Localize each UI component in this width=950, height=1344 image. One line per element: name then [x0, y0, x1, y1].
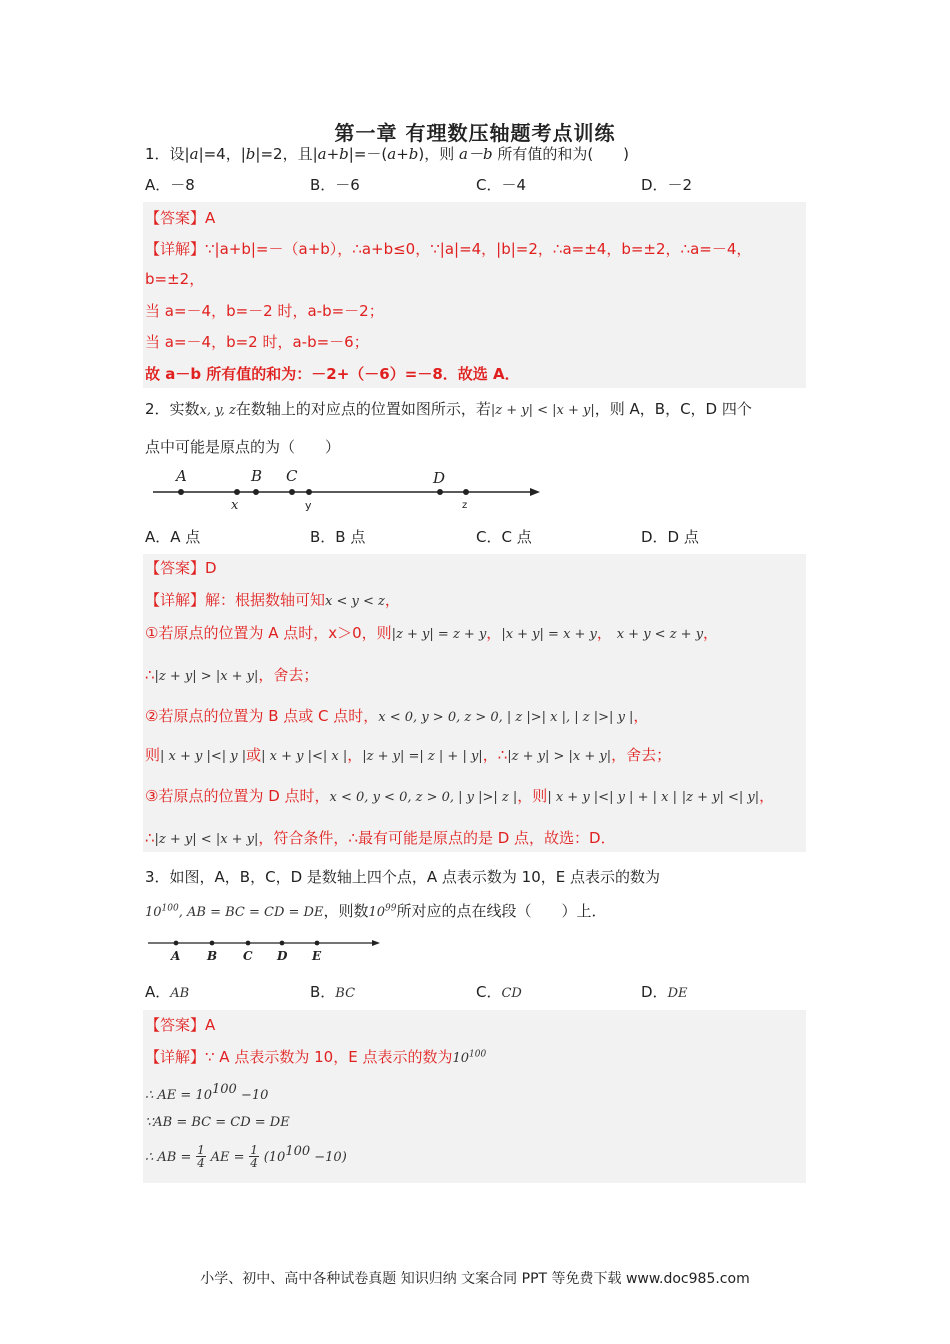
q3-math-exp: 99 [385, 903, 397, 914]
q3-option-letter: C． [476, 983, 502, 1001]
q1-stem-part: 所有值的和为( ) [492, 145, 630, 163]
q2-exp-math: |z + y| <| y| [681, 790, 760, 805]
q1-answer: 【答案】A [145, 209, 216, 227]
q3-exp-math: −10) [310, 1150, 347, 1165]
q3-number-line [146, 933, 386, 965]
q1-stem-part: a [189, 145, 199, 163]
q2-exp-text: ， [703, 624, 719, 642]
q2-exp-text: 【详解】解：根据数轴可知 [145, 591, 326, 609]
point-label-e: E [312, 949, 322, 963]
q1-stem-part: a+b [317, 145, 349, 163]
point-label-d: D [433, 469, 446, 487]
q2-option-b: B．B 点 [310, 528, 366, 546]
q1-option-a: A．－8 [145, 176, 195, 194]
q2-exp-text: ，符合条件，∴最有可能是原点的是 D 点，故选：D． [258, 829, 616, 847]
q2-stem-line1 [145, 398, 752, 419]
q2-stem-part: 在数轴上的对应点的位置如图所示，若 [235, 400, 491, 418]
point-b-dot [210, 941, 215, 946]
q1-stem [145, 143, 629, 164]
q3-math-base: 10 [145, 905, 162, 920]
page-title: 第一章 有理数压轴题考点训练 [334, 121, 616, 145]
fraction-denominator: 4 [250, 1156, 258, 1170]
q3-math [145, 905, 323, 920]
q2-explanation-line [145, 664, 318, 685]
var-label-y: y [305, 499, 312, 512]
q1-stem-part: b [245, 145, 256, 163]
q3-exp-math: −10 [236, 1088, 269, 1103]
q3-math-exp: 100 [211, 1082, 237, 1097]
q2-exp-text: ，舍去； [611, 746, 672, 764]
q2-exp-text: ①若原点的位置为 A 点时，x＞0，则 [145, 624, 392, 642]
point-a-dot [178, 489, 184, 495]
q2-exp-text: ， [759, 787, 775, 805]
q2-exp-math: |z + y| = z + y [391, 627, 487, 642]
q2-stem-part: 2．实数 [145, 400, 200, 418]
q3-option-c [476, 981, 522, 1002]
point-a-dot [174, 941, 179, 946]
q1-explanation-line: 故 a－b 所有值的和为：－2+（－6）=－8．故选 A． [145, 365, 520, 383]
q3-math [368, 905, 396, 920]
q3-option-letter: B． [310, 983, 336, 1001]
fraction [249, 1144, 259, 1169]
q2-exp-math: | x + y |<| y | [160, 749, 247, 764]
q2-exp-text: ∴ [145, 666, 155, 684]
q3-explanation-line [145, 1144, 347, 1169]
q3-explanation-line [145, 1112, 290, 1130]
q3-option-value: BC [335, 986, 356, 1001]
q3-exp-math: AE = [210, 1150, 245, 1165]
q1-option-c: C．－4 [476, 176, 527, 194]
point-label-d: D [277, 949, 288, 963]
q2-math: x, y, z [199, 403, 236, 418]
q3-stem-part: 所对应的点在线段（ ）上． [396, 902, 607, 920]
q2-explanation-line [145, 785, 774, 806]
q3-explanation-line [145, 1046, 486, 1067]
q1-stem-part: a+b [387, 145, 419, 163]
q2-explanation-line [145, 705, 648, 726]
q1-stem-part: |=2，且| [255, 145, 318, 163]
q1-stem-part: 1．设| [145, 145, 190, 163]
q2-math: |z + y| < |x + y| [490, 403, 595, 418]
point-label-b: B [251, 467, 263, 485]
fraction-numerator: 1 [250, 1143, 258, 1157]
q1-stem-part: |=－( [348, 145, 388, 163]
point-c-dot [289, 489, 295, 495]
q2-option-d: D．D 点 [641, 528, 699, 546]
point-c-dot [246, 941, 251, 946]
q2-answer-box [143, 554, 806, 852]
fraction-denominator: 4 [197, 1156, 205, 1170]
q3-exp-math: (10 [263, 1150, 286, 1165]
q3-math-rest: , AB = BC = CD = DE [178, 905, 324, 920]
fraction-numerator: 1 [197, 1143, 205, 1157]
fraction [196, 1144, 206, 1169]
page-footer: 小学、初中、高中各种试卷真题 知识归纳 文案合同 PPT 等免费下载 www.doc985.com [200, 1271, 750, 1287]
axis-arrow [530, 488, 540, 496]
q2-exp-math: |z + y| =| z | + | y| [362, 749, 483, 764]
q3-option-letter: D． [641, 983, 668, 1001]
q3-option-value: AB [170, 986, 190, 1001]
q3-option-value: DE [667, 986, 688, 1001]
q2-exp-math: x + y < z + y [616, 627, 704, 642]
q2-number-line [148, 462, 548, 514]
point-label-c: C [243, 949, 253, 963]
point-y-dot [306, 489, 312, 495]
q3-option-d [641, 981, 687, 1002]
point-z-dot [463, 489, 469, 495]
q1-option-d: D．－2 [641, 176, 693, 194]
q3-math-base: 10 [368, 905, 385, 920]
q2-exp-text: 则 [145, 746, 161, 764]
q2-exp-math: |z + y| < |x + y| [154, 832, 259, 847]
q1-stem-part: a－b [459, 145, 493, 163]
point-label-b: B [207, 949, 218, 963]
q2-option-a: A．A 点 [145, 528, 201, 546]
q2-explanation-line [145, 622, 718, 643]
point-label-a: A [171, 949, 181, 963]
q2-explanation-line [145, 744, 671, 765]
q3-math-exp: 100 [161, 903, 179, 914]
q2-exp-math: x < 0, y > 0, z > 0, | z |>| x |, | z |>| y | [378, 710, 634, 725]
q3-math-base: 10 [452, 1051, 469, 1066]
q3-exp-math: ∵AB = BC = CD = DE [145, 1115, 290, 1130]
q1-explanation-line: 【详解】∵|a+b|=－（a+b），∴a+b≤0，∵|a|=4，|b|=2，∴a=±4，b=±2，∴a=－4， [145, 240, 752, 258]
q3-exp-math [452, 1051, 486, 1066]
q3-stem-part: ，则数 [323, 902, 369, 920]
q1-stem-part: |=4，| [198, 145, 246, 163]
q2-exp-math: |z + y| > |x + y| [154, 669, 259, 684]
q2-exp-text: ， [384, 591, 400, 609]
q1-explanation-line: 当 a=－4，b=－2 时，a-b=－2； [145, 302, 384, 320]
q3-option-letter: A． [145, 983, 171, 1001]
q2-exp-math: |z + y| > |x + y| [507, 749, 612, 764]
q3-option-b [310, 981, 355, 1002]
q2-exp-text: ，则 [517, 787, 548, 805]
point-x-dot [234, 489, 240, 495]
point-d-dot [437, 489, 443, 495]
point-label-c: C [286, 467, 298, 485]
q3-exp-math: ∴ AB = [145, 1150, 192, 1165]
q2-exp-text: 或 [246, 746, 262, 764]
q2-exp-math: |x + y| = x + y [501, 627, 597, 642]
point-e-dot [315, 941, 320, 946]
q3-math-exp: 100 [285, 1144, 311, 1159]
q1-option-b: B．－6 [310, 176, 360, 194]
q3-answer-box [143, 1010, 806, 1183]
q2-option-c: C．C 点 [476, 528, 532, 546]
q2-exp-text: ②若原点的位置为 B 点或 C 点时， [145, 707, 379, 725]
q2-exp-math: | x + y |<| y | + | x | [547, 790, 677, 805]
q1-explanation-line: 当 a=－4，b=2 时，a-b=－6； [145, 333, 369, 351]
q3-option-a [145, 981, 189, 1002]
q3-answer: 【答案】A [145, 1016, 216, 1034]
q2-exp-text: ，∴ [482, 746, 508, 764]
q2-exp-math: | x + y |<| x | [261, 749, 348, 764]
q3-math-exp: 100 [469, 1049, 487, 1060]
q1-answer-box [143, 202, 806, 388]
q2-explanation-line [145, 589, 400, 610]
q2-exp-text: ， [486, 624, 502, 642]
q2-exp-math: x < y < z [325, 594, 385, 609]
q2-explanation-line [145, 827, 616, 848]
q2-exp-text: ③若原点的位置为 D 点时， [145, 787, 330, 805]
q2-exp-text: ∴ [145, 829, 155, 847]
q3-exp-math: ∴ AE = 10 [145, 1088, 212, 1103]
q3-exp-text: 【详解】∵ A 点表示数为 10，E 点表示的数为 [145, 1048, 453, 1066]
var-label-z: z [462, 500, 468, 511]
point-d-dot [280, 941, 285, 946]
var-label-x: x [231, 498, 239, 513]
q2-answer: 【答案】D [145, 559, 217, 577]
q2-stem-line2: 点中可能是原点的为（ ） [145, 438, 341, 456]
point-b-dot [253, 489, 259, 495]
q3-explanation-line [145, 1082, 268, 1103]
q2-exp-text: ， [633, 707, 649, 725]
point-label-a: A [176, 467, 187, 485]
q1-explanation-line: b=±2， [145, 270, 205, 288]
axis-arrow [372, 940, 380, 946]
q2-stem-part: ，则 A，B，C，D 四个 [594, 400, 752, 418]
q1-stem-part: )，则 [418, 145, 459, 163]
q2-exp-text: ，舍去； [258, 666, 319, 684]
q2-exp-math: x < 0, y < 0, z > 0, | y |>| z | [329, 790, 518, 805]
q2-exp-text: ， [347, 746, 363, 764]
q3-stem-line2 [145, 900, 606, 921]
q3-stem-line1: 3．如图，A，B，C，D 是数轴上四个点，A 点表示数为 10，E 点表示的数为 [145, 868, 661, 886]
q3-option-value: CD [501, 986, 522, 1001]
q2-exp-text: ， [596, 624, 612, 642]
